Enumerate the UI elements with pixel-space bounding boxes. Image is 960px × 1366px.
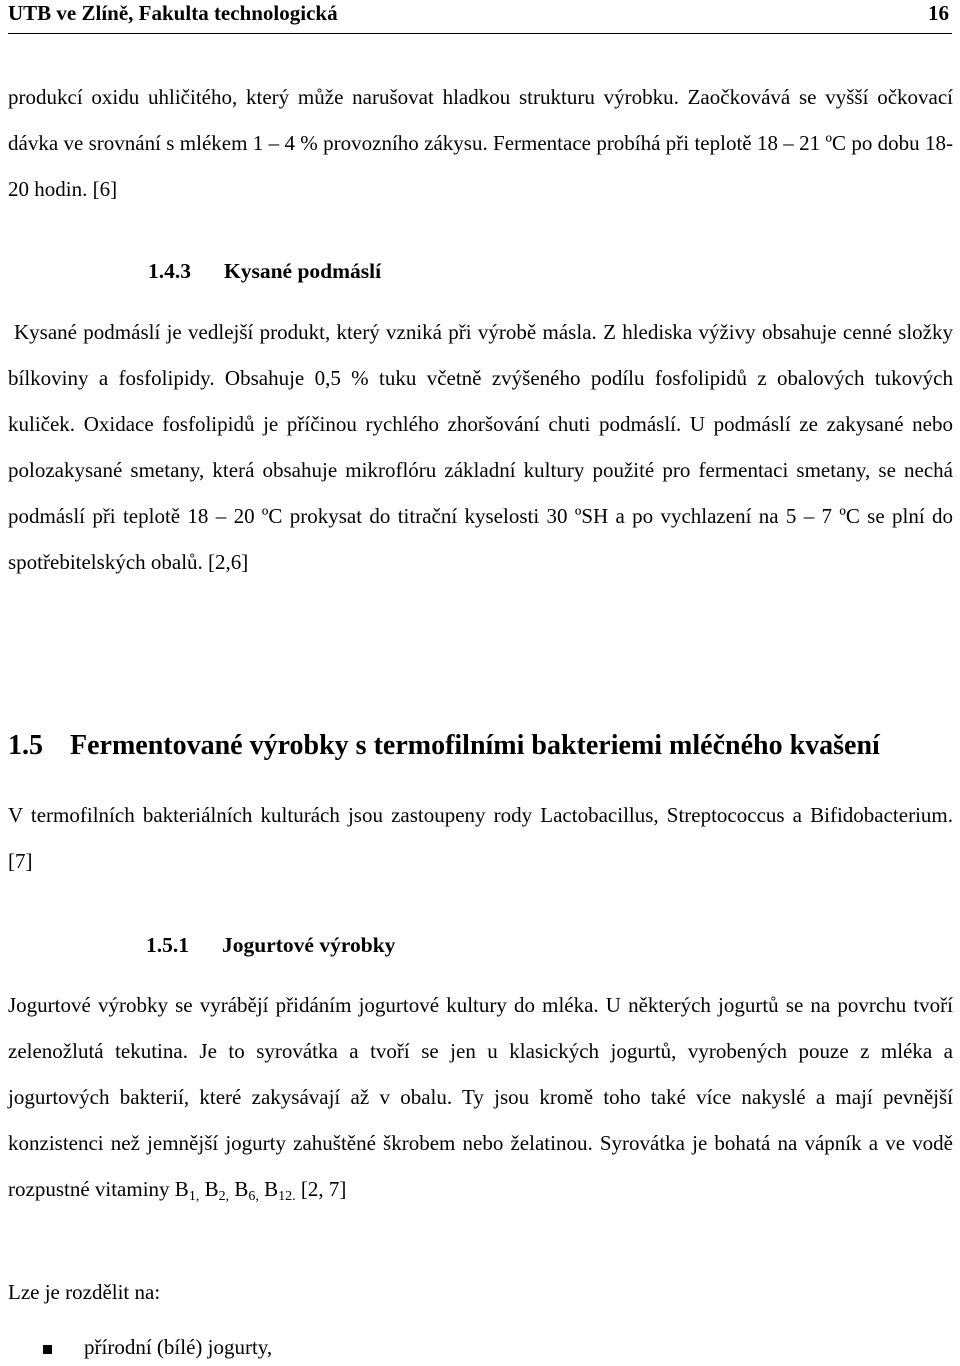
termofilni-paragraph: V termofilních bakteriálních kulturách jsou zastoupeny rody Lactobacillus, Streptococcus a Bifidobacterium. [7] [8, 803, 953, 873]
header-title: UTB ve Zlíně, Fakulta technologická [8, 1, 338, 25]
section-number: 1.4.3 [148, 259, 191, 283]
subscript: 1, [188, 1189, 200, 1204]
jogurtove-vyrobky-paragraph [8, 982, 953, 1212]
section-title: Fermentované výrobky s termofilními bakteriemi mléčného kvašení [70, 730, 880, 761]
paragraph-text: Jogurtové výrobky se vyrábějí přidáním jogurtové kultury do mléka. U některých jogurtů se na povrchu tvoří zelenožlutá tekutina. Je to syrovátka a tvoří se jen u klasických jogurtů, vyrobených pouze z mléka a jogurtových bakterií, které zakysávají až v obalu. Ty jsou kromě toho také více nakyslé a mají pevnější konzistenci než jemnější jogurty zahuštěné škrobem nebo želatinou. Syrovátka je bohatá na vápník a ve vodě rozpustné vitaminy B [8, 993, 953, 1201]
section-number: 1.5.1 [146, 933, 189, 957]
citation: [2, 7] [300, 1177, 347, 1201]
intro-paragraph: produkcí oxidu uhličitého, který může narušovat hladkou strukturu výrobku. Zaočkovává se vyšší očkovací dávka ve srovnání s mlékem 1 – 4 % provozního zákysu. Fermentace probíhá při teplotě 18 – 21 ºC po dobu 18- 20 hodin. [6] [8, 85, 953, 201]
square-bullet-icon [43, 1345, 52, 1354]
vitamin-label: B [234, 1177, 249, 1201]
list-intro: Lze je rozdělit na: [8, 1280, 161, 1304]
subscript: 6, [248, 1189, 259, 1204]
section-title: Jogurtové výrobky [222, 933, 396, 957]
section-number: 1.5 [8, 730, 43, 761]
subscript: 12. [278, 1189, 296, 1204]
kysane-podmasli-paragraph: Kysané podmáslí je vedlejší produkt, který vzniká při výrobě másla. Z hlediska výživy obsahuje cenné složky bílkoviny a fosfolipidy. Obsahuje 0,5 % tuku včetně zvýšeného podílu fosfolipidů z obalových tukových kuliček. Oxidace fosfolipidů je příčinou rychlého zhoršování chuti podmáslí. U podmáslí ze zakysané nebo polozakysané smetany, která obsahuje mikroflóru základní kultury použité pro fermentaci smetany, se nechá podmáslí při teplotě 18 – 20 ºC prokysat do titrační kyselosti 30 ºSH a po vychlazení na 5 – 7 ºC se plní do spotřebitelských obalů. [2,6] [8, 320, 953, 574]
page-header [8, 0, 952, 34]
section-title: Kysané podmáslí [224, 259, 382, 283]
list-item-text: přírodní (bílé) jogurty, [84, 1335, 273, 1359]
vitamin-label: B [204, 1177, 219, 1201]
page-number: 16 [928, 1, 949, 25]
vitamin-label: B [264, 1177, 279, 1201]
subscript: 2, [218, 1189, 230, 1204]
